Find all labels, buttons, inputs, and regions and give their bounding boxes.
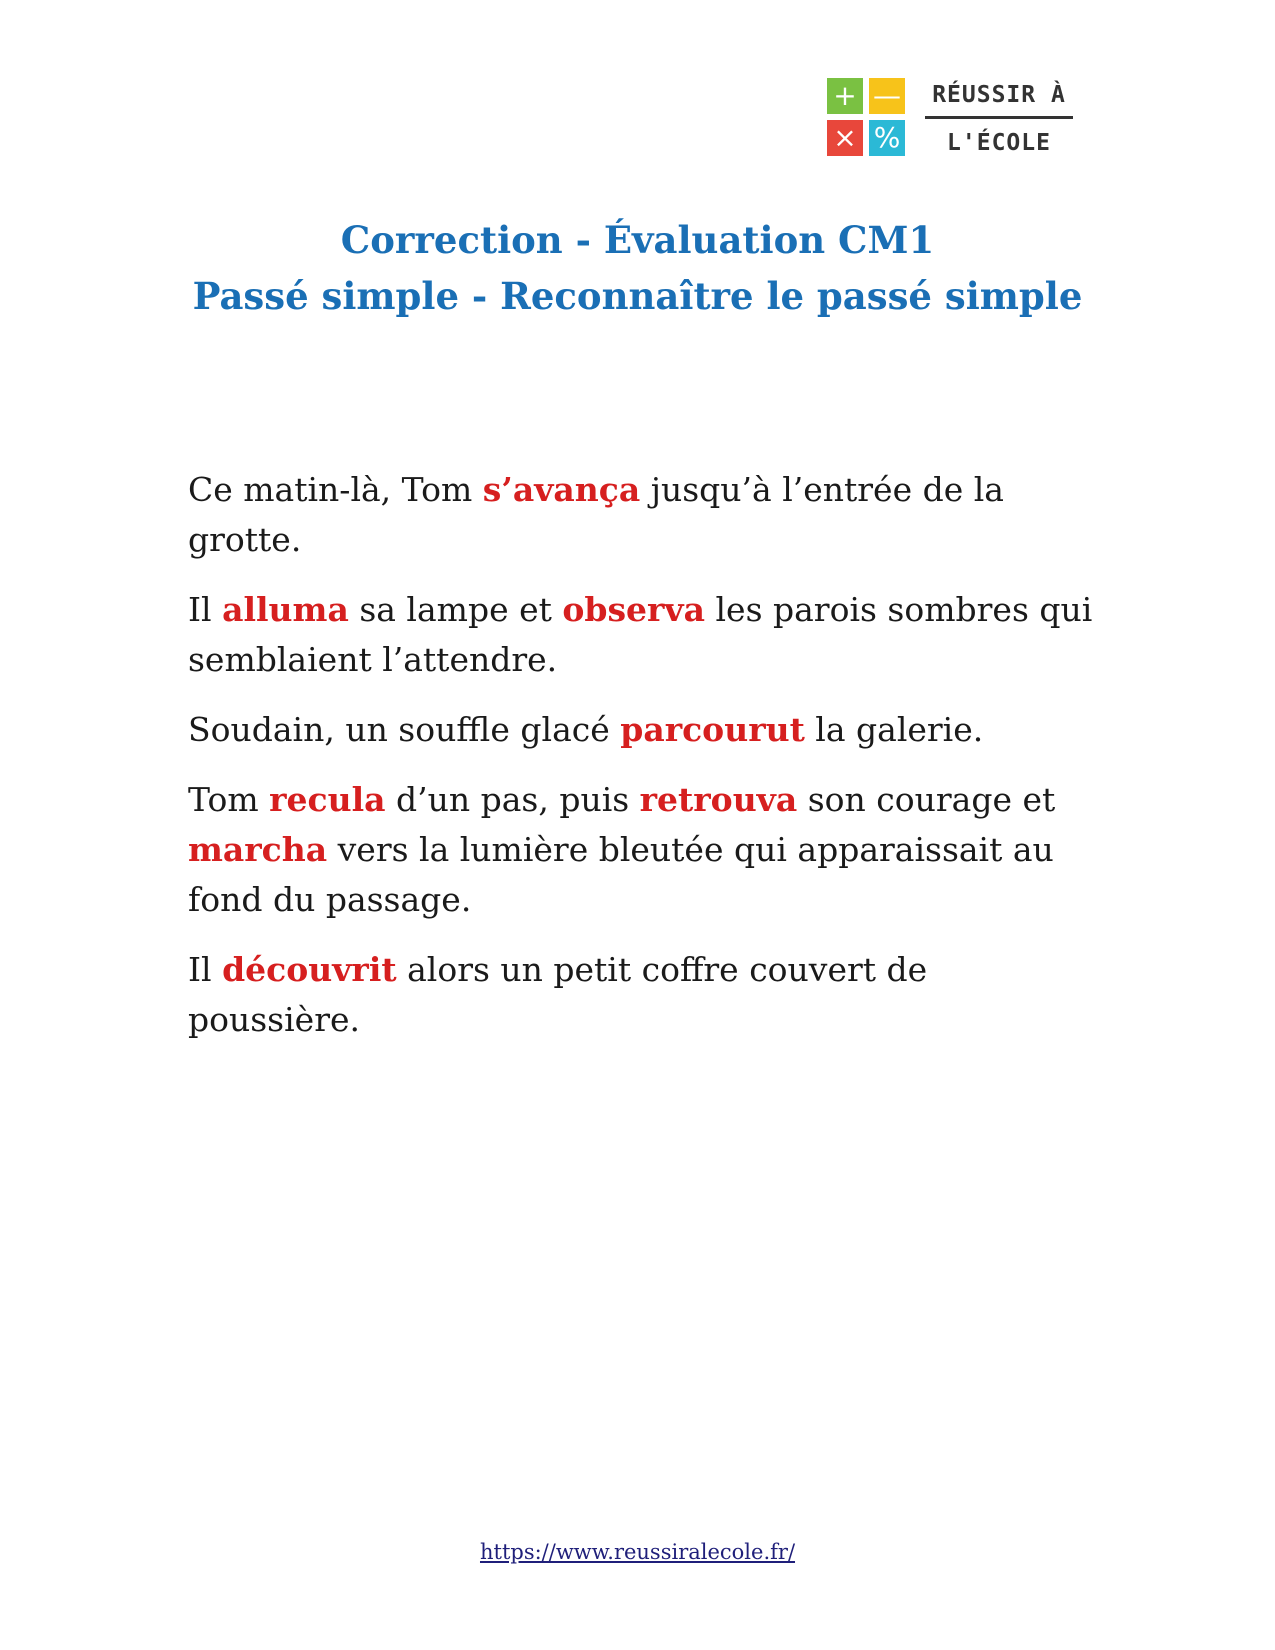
- minus-icon: —: [869, 78, 905, 114]
- plus-icon: +: [827, 78, 863, 114]
- website-link[interactable]: https://www.reussiralecole.fr/: [479, 1540, 796, 1564]
- text-segment: Ce matin-là, Tom: [188, 470, 483, 509]
- title-line-1: Correction - Évaluation CM1: [340, 218, 935, 262]
- highlighted-verb: recula: [269, 780, 386, 819]
- title-line-2: Passé simple - Reconnaître le passé simple: [192, 274, 1083, 318]
- logo-text: [925, 78, 1073, 158]
- highlighted-verb: parcourut: [620, 710, 805, 749]
- text-segment: Il: [188, 950, 223, 989]
- highlighted-verb: observa: [562, 590, 705, 629]
- text-segment: son courage et: [797, 780, 1056, 819]
- highlighted-verb: marcha: [188, 830, 328, 869]
- paragraph-4: [188, 775, 1108, 925]
- text-segment: Il: [188, 590, 223, 629]
- paragraph-1: [188, 465, 1108, 565]
- text-segment: la galerie.: [804, 710, 984, 749]
- text-segment: sa lampe et: [348, 590, 563, 629]
- text-segment: Soudain, un souffle glacé: [188, 710, 621, 749]
- text-segment: vers la lumière bleutée qui apparaissait au fond du passage.: [188, 830, 1054, 919]
- highlighted-verb: alluma: [222, 590, 349, 629]
- text-segment: jusqu’à l’entrée de la grotte.: [188, 470, 1004, 559]
- text-segment: les parois sombres qui semblaient l’attendre.: [188, 590, 1093, 679]
- page-footer: [0, 1540, 1275, 1564]
- logo-divider: [925, 116, 1073, 119]
- paragraph-5: [188, 945, 1108, 1045]
- site-logo: [827, 78, 1077, 158]
- text-segment: Tom: [188, 780, 270, 819]
- highlighted-verb: découvrit: [222, 950, 397, 989]
- logo-line-1: RÉUSSIR À: [932, 82, 1066, 108]
- page-title: [0, 212, 1275, 324]
- logo-line-2: L'ÉCOLE: [947, 130, 1051, 156]
- exercise-text: [188, 465, 1108, 1065]
- percent-icon: %: [869, 120, 905, 156]
- paragraph-3: [188, 705, 1108, 755]
- paragraph-2: [188, 585, 1108, 685]
- highlighted-verb: s’avança: [482, 470, 641, 509]
- text-segment: d’un pas, puis: [385, 780, 640, 819]
- highlighted-verb: retrouva: [639, 780, 798, 819]
- logo-grid: [827, 78, 907, 158]
- text-segment: alors un petit coffre couvert de poussière.: [188, 950, 928, 1039]
- times-icon: ×: [827, 120, 863, 156]
